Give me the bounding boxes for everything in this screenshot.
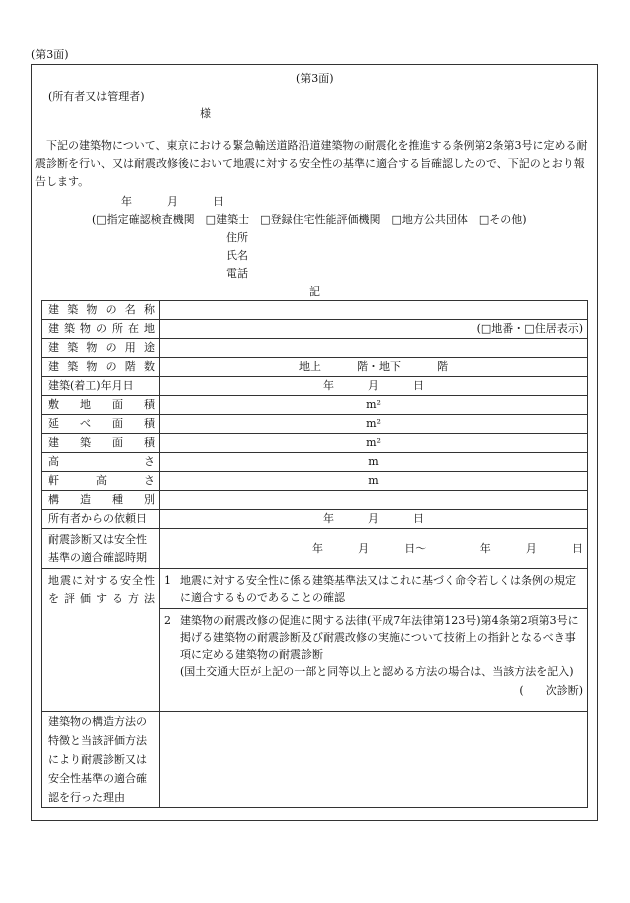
use-value[interactable]	[160, 339, 588, 358]
location-value[interactable]: (□地番・□住居表示)	[160, 320, 588, 339]
floor-area-value[interactable]: m²	[160, 415, 588, 434]
report-date	[121, 193, 224, 209]
request-date-value[interactable]: 年 月 日	[160, 510, 588, 529]
built-date-value[interactable]: 年 月 日	[160, 377, 588, 396]
reason-value[interactable]	[160, 712, 588, 808]
building-name-value[interactable]	[160, 301, 588, 320]
date-month: 月	[167, 195, 178, 208]
label-location: 建 築 物 の 所 在 地	[48, 322, 155, 335]
date-day: 日	[213, 195, 224, 208]
structure-value[interactable]	[160, 491, 588, 510]
height-value[interactable]: m	[160, 453, 588, 472]
building-info-table	[41, 300, 588, 808]
reporter-type-options: (□指定確認検査機関 □建築士 □登録住宅性能評価機関 □地方公共団体 □その他)	[92, 213, 527, 226]
label-site-area: 敷 地 面 積	[48, 398, 155, 411]
label-request-date: 所有者からの依頼日	[42, 510, 160, 529]
diagnosis-period-value[interactable]: 年 月 日〜 年 月 日	[160, 529, 588, 569]
method-option-2[interactable]: 2 建築物の耐震改修の促進に関する法律(平成7年法律第123号)第4条第2項第3号に掲げる建築物の耐震診断及び耐震改修の実施について技術上の指針となるべき事項に定める建築物の耐震診断 (国土交通大臣が上記の一部と同等以上と認める方法の場合は、当該方法を記入) ( 次診断)	[160, 609, 588, 712]
honorific: 様	[200, 107, 211, 120]
eave-height-value[interactable]: m	[160, 472, 588, 491]
row-building-area	[42, 434, 588, 453]
label-floor-area: 延 べ 面 積	[48, 417, 155, 430]
label-built-date: 建築(着工)年月日	[42, 377, 160, 396]
label-building-area: 建 築 面 積	[48, 436, 155, 449]
label-floors: 建 築 物 の 階 数	[48, 360, 155, 373]
label-evaluation-method: 地 震 に 対 す る 安 全 性 を 評 価 す る 方 法	[42, 569, 160, 712]
reporter-phone-label: 電話	[226, 267, 248, 280]
diagnosis-order: ( 次診断)	[519, 684, 583, 697]
row-height	[42, 453, 588, 472]
label-reason: 建築物の構造方法の特徴と当該評価方法により耐震診断又は安全性基準の適合確認を行った理由	[42, 712, 160, 808]
row-method-1	[42, 569, 588, 609]
date-year: 年	[121, 195, 132, 208]
row-location	[42, 320, 588, 339]
ki-heading: 記	[309, 285, 320, 298]
row-reason	[42, 712, 588, 808]
site-area-value[interactable]: m²	[160, 396, 588, 415]
building-area-value[interactable]: m²	[160, 434, 588, 453]
intro-text: 下記の建築物について、東京における緊急輸送道路沿道建築物の耐震化を推進する条例第2条第3号に定める耐震診断を行い、又は耐震改修後において地震に対する安全性の基準に適合する旨確認したので、下記のとおり報告します。	[35, 139, 588, 188]
label-eave-height: 軒 高 さ	[48, 474, 155, 487]
addressee: (所有者又は管理者)	[48, 90, 145, 103]
reporter-name-label: 氏名	[226, 249, 248, 262]
method-option-1[interactable]: 1 地震に対する安全性に係る建築基準法又はこれに基づく命令若しくは条例の規定に適合するものであることの確認	[160, 569, 588, 609]
row-building-name	[42, 301, 588, 320]
row-request-date	[42, 510, 588, 529]
label-building-name: 建 築 物 の 名 称	[48, 303, 155, 316]
row-structure	[42, 491, 588, 510]
row-use	[42, 339, 588, 358]
label-height: 高 さ	[48, 455, 155, 468]
frame-title: (第3面)	[296, 72, 334, 85]
row-diagnosis-period	[42, 529, 588, 569]
label-use: 建 築 物 の 用 途	[48, 341, 155, 354]
reporter-address-label: 住所	[226, 231, 248, 244]
floors-value[interactable]: 地上 階・地下 階	[160, 358, 588, 377]
row-site-area	[42, 396, 588, 415]
page-label: (第3面)	[31, 48, 69, 61]
label-diagnosis-period: 耐震診断又は安全性 基準の適合確認時期	[42, 529, 160, 569]
row-built-date	[42, 377, 588, 396]
row-floors	[42, 358, 588, 377]
label-structure: 構 造 種 別	[48, 493, 155, 506]
row-floor-area	[42, 415, 588, 434]
row-eave-height	[42, 472, 588, 491]
